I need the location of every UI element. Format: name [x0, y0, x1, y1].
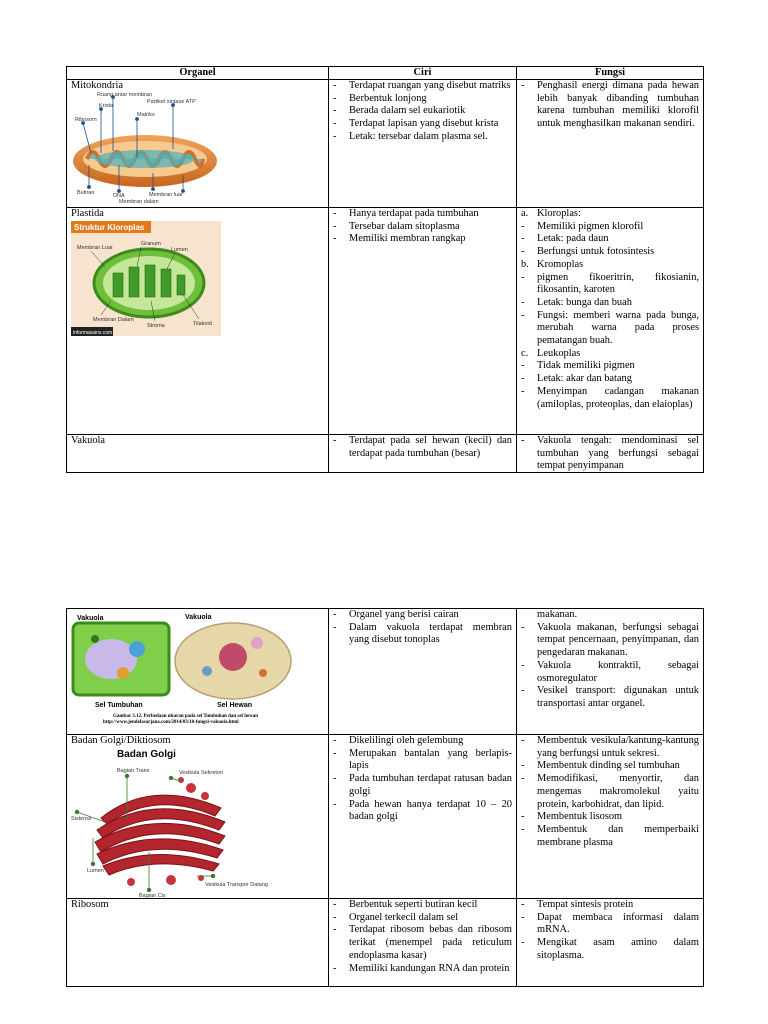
fungsi-item: - Membentuk dinding sel tumbuhan	[521, 760, 699, 773]
organel-table-part-2	[66, 608, 704, 987]
fungsi-item: - Dapat membaca informasi dalam mRNA.	[521, 912, 699, 937]
fungsi-cell	[517, 899, 704, 987]
ciri-item: - Organel yang berisi cairan	[333, 609, 512, 622]
fungsi-item: - Menyimpan cadangan makanan (amiloplas, proteoplas, dan elaioplas)	[521, 386, 699, 411]
fungsi-item: - Berfungsi untuk fotosintesis	[521, 246, 699, 259]
fungsi-item: - Penghasil energi dimana pada hewan lebih banyak dibanding tumbuhan karena tumbuhan memiliki klorofil untuk menghasilkan makanan sendiri.	[521, 80, 699, 131]
label-sisterna: Sisterna	[71, 815, 92, 822]
chloroplast-diagram	[71, 221, 221, 336]
ciri-item: - Merupakan bantalan yang berlapis-lapis	[333, 748, 512, 773]
fungsi-continuation: makanan.	[537, 609, 578, 620]
organel-name: Vakuola	[71, 435, 106, 446]
ciri-cell	[329, 208, 517, 435]
fungsi-cell	[517, 435, 704, 473]
organel-name: Mitokondria	[71, 80, 123, 91]
organel-name: Plastida	[71, 208, 104, 219]
organel-name: Badan Golgi/Diktiosom	[71, 735, 171, 746]
ciri-item: - Memiliki membran rangkap	[333, 233, 512, 246]
ciri-item: - Terdapat pada sel hewan (kecil) dan terdapat pada tumbuhan (besar)	[333, 435, 512, 460]
label-butiran: Butiran	[77, 189, 95, 196]
label-lumen: Lumen	[171, 246, 188, 253]
label-ruang-antar-membran: Ruang antar membran	[97, 91, 153, 98]
golgi-diagram	[71, 748, 268, 899]
label-bagian-cis: Bagian Cis	[139, 892, 166, 899]
table-row-badan-golgi	[67, 735, 704, 899]
organel-cell	[67, 609, 329, 735]
table-row-mitokondria	[67, 80, 704, 208]
figure-caption: Gambar 3.12. Perbedaan ukuran pada sel Tumbuhan dan sel hewan	[113, 714, 259, 719]
ciri-item: - Dalam vakuola terdapat membran yang disebut tonoplas	[333, 622, 512, 647]
fungsi-item: - Vakuola makanan, berfungsi sebagai tempat pencernaan, penyimpanan, dan pengedaran makanan.	[521, 622, 699, 660]
label-tilakoid: Tilakoid	[193, 320, 212, 327]
label-membran-dalam: Membran dalam	[119, 198, 159, 205]
label-vesikula-transpor: Vesikula Transpor Datang	[205, 881, 268, 888]
fungsi-section-leukoplas: c. Leukoplas	[521, 347, 581, 359]
label-membran-dalam: Membran Dalam	[93, 316, 134, 323]
label-vakuola-hewan: Vakuola	[185, 614, 212, 621]
ciri-item: - Berbentuk seperti butiran kecil	[333, 899, 512, 912]
ciri-item: - Hanya terdapat pada tumbuhan	[333, 208, 512, 221]
fungsi-item: - Membentuk dan memperbaiki membrane plasma	[521, 824, 699, 849]
label-granum: Granum	[141, 240, 161, 247]
figure-credit: informasains.com	[73, 329, 113, 336]
organel-cell	[67, 80, 329, 208]
table-row-plastida	[67, 208, 704, 435]
fungsi-item: - Vakuola tengah: mendominasi sel tumbuhan yang berfungsi sebagai tempat penyimpanan	[521, 435, 699, 473]
ciri-cell	[329, 609, 517, 735]
header-ciri: Ciri	[329, 67, 517, 80]
ciri-cell	[329, 735, 517, 899]
ciri-item: - Pada hewan hanya terdapat 10 – 20 badan golgi	[333, 799, 512, 824]
label-bagian-trans: Bagian Trans	[117, 767, 150, 774]
table-header-row	[67, 67, 704, 80]
table-row-ribosom	[67, 899, 704, 987]
ciri-cell	[329, 80, 517, 208]
label-membran-luar: Membran luar	[149, 191, 183, 198]
ciri-item: - Terdapat ruangan yang disebut matriks	[333, 80, 512, 93]
label-membran-luar: Membran Luar	[77, 244, 113, 251]
label-stroma: Stroma	[147, 322, 165, 329]
ciri-item: - Organel terkecil dalam sel	[333, 912, 512, 925]
label-lumen: Lumen	[87, 867, 104, 874]
organel-cell	[67, 899, 329, 987]
organel-cell	[67, 735, 329, 899]
table-row-vakuola	[67, 435, 704, 473]
label-sel-tumbuhan: Sel Tumbuhan	[95, 702, 143, 709]
fungsi-item: - Letak: bunga dan buah	[521, 297, 699, 310]
organel-name: Ribosom	[71, 899, 109, 910]
mitochondria-diagram	[71, 93, 221, 205]
ciri-cell	[329, 899, 517, 987]
label-sel-hewan: Sel Hewan	[217, 702, 253, 709]
fungsi-cell	[517, 80, 704, 208]
ciri-item: - Pada tumbuhan terdapat ratusan badan golgi	[333, 773, 512, 798]
ciri-item: - Berbentuk lonjong	[333, 93, 512, 106]
fungsi-item: - Tidak memiliki pigmen	[521, 360, 699, 373]
organel-cell	[67, 435, 329, 473]
label-dna: DNA	[113, 192, 125, 199]
organel-table-part-1	[66, 66, 704, 473]
fungsi-item: - Fungsi: memberi warna pada bunga, merubah warna pada proses pematangan buah.	[521, 310, 699, 348]
fungsi-section-kloroplas: a. Kloroplas:	[521, 208, 581, 219]
ciri-item: - Berada dalam sel eukariotik	[333, 105, 512, 118]
figure-title: Badan Golgi	[117, 748, 176, 760]
fungsi-item: - Tempat sintesis protein	[521, 899, 699, 912]
label-ribosom: Ribosom	[75, 116, 97, 123]
fungsi-item: - Mengikat asam amino dalam sitoplasma.	[521, 937, 699, 962]
ciri-item: - Terdapat lapisan yang disebut krista	[333, 118, 512, 131]
fungsi-item: - Memiliki pigmen klorofil	[521, 221, 699, 234]
fungsi-section-kromoplas: b. Kromoplas	[521, 258, 584, 270]
fungsi-cell	[517, 208, 704, 435]
fungsi-cell	[517, 609, 704, 735]
label-partikel-sintase: Partikel sintase ATP	[147, 98, 196, 105]
ciri-item: - Memiliki kandungan RNA dan protein	[333, 963, 512, 976]
fungsi-cell	[517, 735, 704, 899]
fungsi-item: - Membentuk lisosom	[521, 811, 699, 824]
fungsi-item: - Letak: pada daun	[521, 233, 699, 246]
ciri-item: - Tersebar dalam sitoplasma	[333, 221, 512, 234]
ciri-item: - Terdapat ribosom bebas dan ribosom terikat (menempel pada reticulum endoplasma kasar)	[333, 924, 512, 962]
figure-title: Struktur Kloroplas	[74, 222, 145, 232]
organel-cell	[67, 208, 329, 435]
fungsi-item: - Membentuk vesikula/kantung-kantung yang berfungsi untuk sekresi.	[521, 735, 699, 760]
label-krista: Krista	[99, 102, 114, 109]
fungsi-item: - Vakuola kontraktil, sebagai osmoregulator	[521, 660, 699, 685]
fungsi-item: - Letak: akar dan batang	[521, 373, 699, 386]
fungsi-item: - Vesikel transport: digunakan untuk transportasi antar organel.	[521, 685, 699, 710]
ciri-item: - Dikelilingi oleh gelembung	[333, 735, 512, 748]
table-row-vakuola-cont	[67, 609, 704, 735]
label-vakuola-tumbuhan: Vakuola	[77, 615, 104, 622]
header-fungsi: Fungsi	[517, 67, 704, 80]
ciri-cell	[329, 435, 517, 473]
figure-url: http://www.jendelasarjana.com/2014/03/10-fungsi-vakuola.html	[103, 720, 239, 725]
label-vesikula-sekretori: Vesikula Sekretori	[179, 769, 224, 776]
ciri-item: - Letak: tersebar dalam plasma sel.	[333, 131, 512, 144]
fungsi-item: - pigmen fikoeritrin, fikosianin, fikosantin, karoten	[521, 272, 699, 297]
label-matriks: Matriks	[137, 111, 155, 118]
header-organel: Organel	[67, 67, 329, 80]
fungsi-item: - Memodifikasi, menyortir, dan mengemas makromolekul yaitu protein, karbohidrat, dan lipid.	[521, 773, 699, 811]
vacuole-diagram	[67, 609, 295, 733]
